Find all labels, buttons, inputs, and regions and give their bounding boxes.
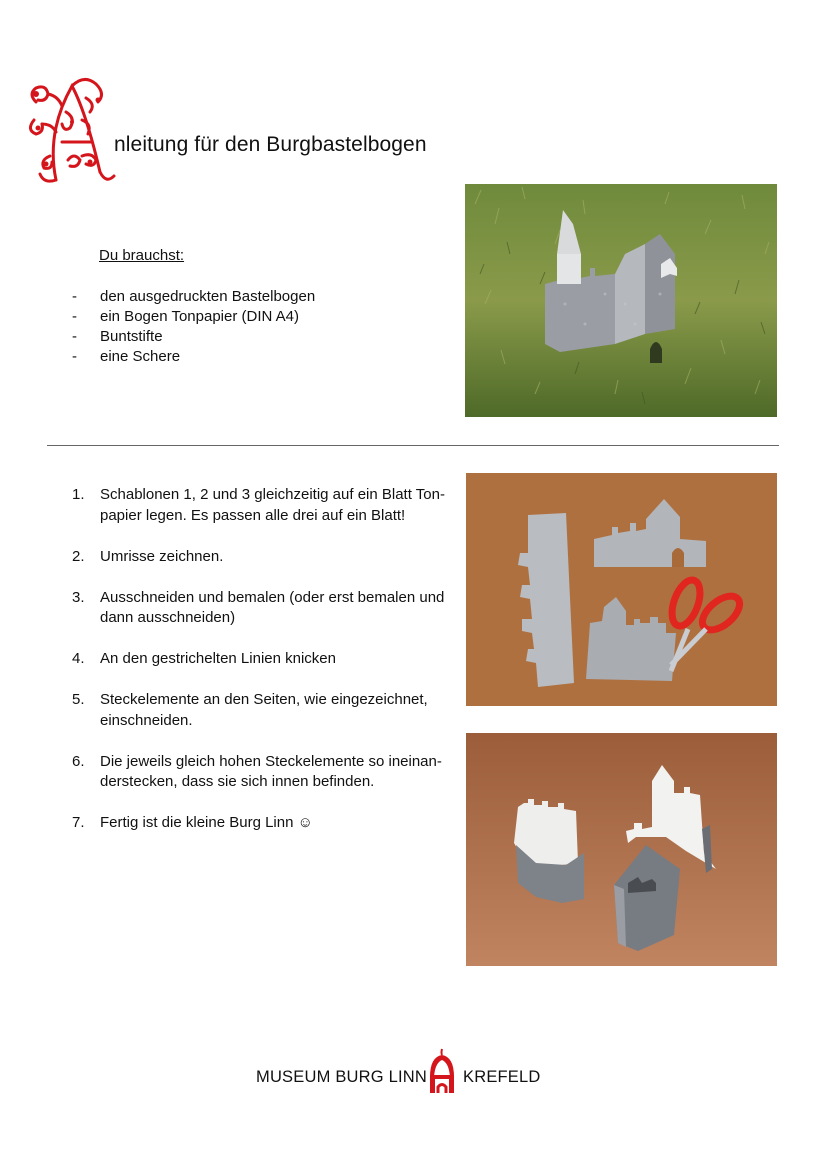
footer-museum-name: MUSEUM BURG LINN — [256, 1068, 427, 1086]
page-title — [114, 133, 427, 157]
photo-folded-castle-pieces — [466, 733, 777, 966]
list-item: - Buntstifte — [72, 328, 163, 345]
ornamental-letter-icon — [26, 72, 118, 188]
list-item: 7. Fertig ist die kleine Burg Linn ☺ — [72, 814, 313, 831]
list-item: 4. An den gestrichelten Linien knicken — [72, 650, 336, 667]
section-divider — [47, 445, 779, 446]
photo-finished-castle-on-grass — [465, 184, 777, 417]
list-item: 6. Die jeweils gleich hohen Steckelemente so ineinan-derstecken, dass sie sich innen befinden. — [72, 752, 442, 790]
list-item: - eine Schere — [72, 348, 181, 365]
title-text: nleitung für den Burgbastelbogen — [114, 133, 427, 156]
photo-cutout-pieces-with-scissors — [466, 473, 777, 706]
decorative-initial-a — [26, 72, 118, 188]
list-item: - den ausgedruckten Bastelbogen — [72, 288, 316, 305]
instruction-steps — [72, 485, 458, 854]
materials-heading: Du brauchst: — [99, 247, 185, 264]
list-item: - ein Bogen Tonpapier (DIN A4) — [72, 308, 300, 325]
list-item: 1. Schablonen 1, 2 und 3 gleichzeitig auf ein Blatt Ton-papier legen. Es passen alle drei auf ein Blatt! — [72, 486, 445, 524]
castle-tower-icon — [427, 1047, 457, 1095]
materials-list — [72, 287, 315, 367]
list-item: 5. Steckelemente an den Seiten, wie eingezeichnet, einschneiden. — [72, 691, 428, 729]
list-item: 3. Ausschneiden und bemalen (oder erst bemalen und dann ausschneiden) — [72, 588, 445, 626]
footer-city-name: KREFELD — [463, 1068, 541, 1086]
list-item: 2. Umrisse zeichnen. — [72, 547, 224, 565]
